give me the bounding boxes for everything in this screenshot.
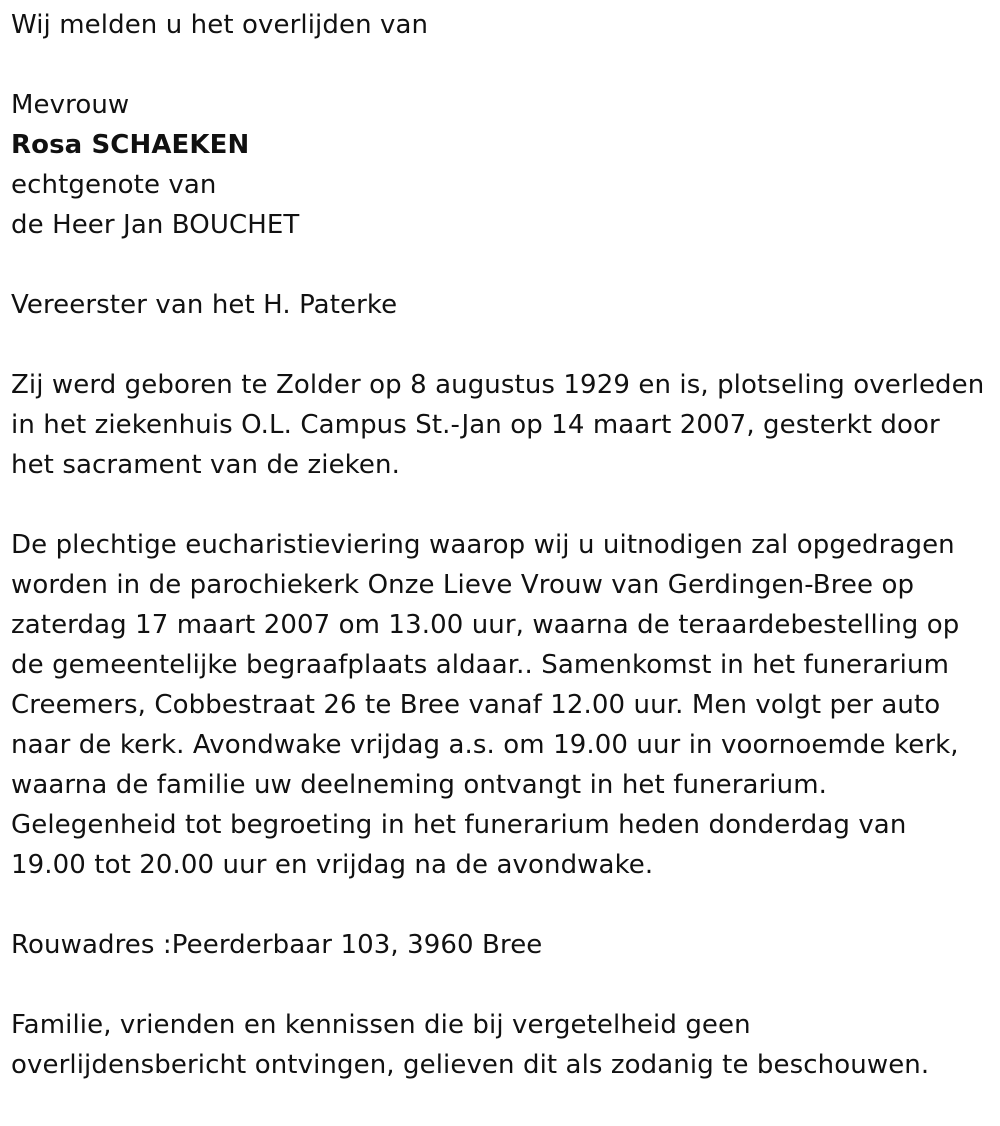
paragraph-line: de gemeentelijke begraafplaats aldaar.. Samenkomst in het funerarium: [11, 650, 950, 680]
spacer: [11, 45, 991, 85]
spacer: [11, 965, 991, 1005]
paragraph-line: Gelegenheid tot begroeting in het funerarium heden donderdag van: [11, 810, 907, 840]
spacer: [11, 325, 991, 365]
birth-death-paragraph: [11, 365, 991, 485]
paragraph-line: Familie, vrienden en kennissen die bij vergetelheid geen: [11, 1010, 751, 1040]
ceremony-paragraph: [11, 525, 991, 885]
paragraph-line: worden in de parochiekerk Onze Lieve Vrouw van Gerdingen-Bree op: [11, 570, 915, 600]
spacer: [11, 885, 991, 925]
spacer: [11, 245, 991, 285]
relation-line: echtgenote van: [11, 170, 217, 200]
paragraph-line: De plechtige eucharistieviering waarop wij u uitnodigen zal opgedragen: [11, 530, 955, 560]
spacer: [11, 485, 991, 525]
paragraph-line: overlijdensbericht ontvingen, gelieven dit als zodanig te beschouwen.: [11, 1050, 930, 1080]
paragraph-line: zaterdag 17 maart 2007 om 13.00 uur, waarna de teraardebestelling op: [11, 610, 960, 640]
deceased-name: Rosa SCHAEKEN: [11, 130, 250, 160]
paragraph-line: in het ziekenhuis O.L. Campus St.-Jan op 14 maart 2007, gesterkt door: [11, 410, 940, 440]
honor-line: Vereerster van het H. Paterke: [11, 290, 398, 320]
paragraph-line: het sacrament van de zieken.: [11, 450, 400, 480]
mourning-address: Rouwadres :Peerderbaar 103, 3960 Bree: [11, 930, 543, 960]
paragraph-line: waarna de familie uw deelneming ontvangt in het funerarium.: [11, 770, 828, 800]
intro-line: Wij melden u het overlijden van: [11, 10, 429, 40]
obituary-notice: [11, 5, 991, 1085]
paragraph-line: 19.00 tot 20.00 uur en vrijdag na de avondwake.: [11, 850, 654, 880]
spouse-name: de Heer Jan BOUCHET: [11, 210, 300, 240]
paragraph-line: Zij werd geboren te Zolder op 8 augustus 1929 en is, plotseling overleden: [11, 370, 985, 400]
salutation: Mevrouw: [11, 90, 130, 120]
paragraph-line: naar de kerk. Avondwake vrijdag a.s. om 19.00 uur in voornoemde kerk,: [11, 730, 959, 760]
paragraph-line: Creemers, Cobbestraat 26 te Bree vanaf 12.00 uur. Men volgt per auto: [11, 690, 941, 720]
closing-paragraph: [11, 1005, 991, 1085]
